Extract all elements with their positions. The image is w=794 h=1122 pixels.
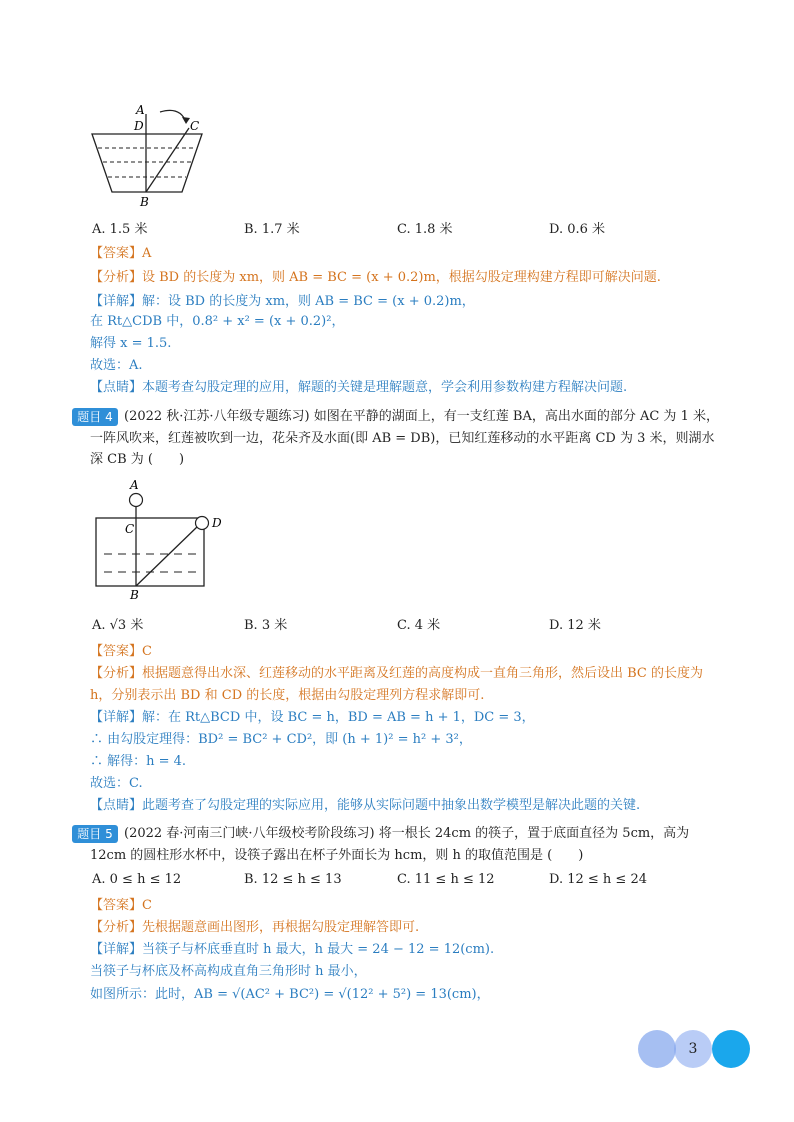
option-b: B. 1.7 米 xyxy=(244,222,300,237)
answer: 【答案】A xyxy=(90,246,152,261)
label-B: B xyxy=(140,195,149,208)
option-a: A. √3 米 xyxy=(92,618,144,633)
question-5-text-1: (2022 春·河南三门峡·八年级校考阶段练习) 将一根长 24cm 的筷子，置于底面直径为 5cm，高为 xyxy=(124,826,690,841)
answer: 【答案】C xyxy=(90,898,152,913)
question-4-text-3: 深 CB 为 ( ) xyxy=(90,452,185,467)
page-decoration-circle xyxy=(638,1030,676,1068)
analysis-2: h，分别表示出 BD 和 CD 的长度，根据由勾股定理列方程求解即可. xyxy=(90,688,485,703)
page-decoration-circle xyxy=(712,1030,750,1068)
analysis: 【分析】设 BD 的长度为 xm，则 AB = BC = (x + 0.2)m，根据勾股定理构建方程即可解决问题. xyxy=(90,270,661,285)
detail-line-4: 故选：A. xyxy=(90,358,143,373)
label-A: A xyxy=(136,103,145,117)
question-5-text-2: 12cm 的圆柱形水杯中，设筷子露出在杯子外面长为 hcm，则 h 的取值范围是 ( ) xyxy=(90,848,584,863)
option-a: A. 0 ≤ h ≤ 12 xyxy=(92,872,182,887)
question-4-text-1: (2022 秋·江苏·八年级专题练习) 如图在平静的湖面上，有一支红莲 BA，高出水面的部分 AC 为 1 米， xyxy=(124,409,719,424)
question-4-text-2: 一阵风吹来，红莲被吹到一边，花朵齐及水面(即 AB = DB)，已知红莲移动的水平距离 CD 为 3 米，则湖水 xyxy=(90,431,715,446)
detail-line-4: 故选：C. xyxy=(90,776,143,791)
option-c: C. 4 米 xyxy=(397,618,441,633)
answer: 【答案】C xyxy=(90,644,152,659)
comment: 【点睛】此题考查了勾股定理的实际应用，能够从实际问题中抽象出数学模型是解决此题的关键. xyxy=(90,798,641,813)
detail-line-2: 在 Rt△CDB 中，0.8² + x² = (x + 0.2)²， xyxy=(90,314,345,329)
comment: 【点睛】本题考查勾股定理的应用，解题的关键是理解题意，学会利用参数构建方程解决问题. xyxy=(90,380,628,395)
option-d: D. 12 米 xyxy=(549,618,601,633)
option-d: D. 12 ≤ h ≤ 24 xyxy=(549,872,647,887)
trapezoid-figure xyxy=(84,100,214,208)
detail-line-1: 【详解】解：在 Rt△BCD 中，设 BC = h，BD = AB = h + 1，DC = 3， xyxy=(90,710,535,725)
analysis: 【分析】先根据题意画出图形，再根据勾股定理解答即可. xyxy=(90,920,420,935)
option-c: C. 11 ≤ h ≤ 12 xyxy=(397,872,495,887)
detail-line-3: 解得 x = 1.5. xyxy=(90,336,172,351)
detail-line-1: 【详解】当筷子与杯底垂直时 h 最大，h 最大 = 24 − 12 = 12(cm). xyxy=(90,942,495,957)
label-A: A xyxy=(130,478,139,492)
option-b: B. 12 ≤ h ≤ 13 xyxy=(244,872,342,887)
detail-line-3: 如图所示：此时，AB = √(AC² + BC²) = √(12² + 5²) = 13(cm)， xyxy=(90,987,490,1002)
option-d: D. 0.6 米 xyxy=(549,222,606,237)
option-c: C. 1.8 米 xyxy=(397,222,453,237)
label-B: B xyxy=(130,588,139,602)
question-tag-4: 题目 4 xyxy=(72,408,118,426)
label-D: D xyxy=(134,119,144,133)
option-a: A. 1.5 米 xyxy=(92,222,148,237)
page-number: 3 xyxy=(688,1041,698,1057)
label-C: C xyxy=(190,119,200,133)
option-b: B. 3 米 xyxy=(244,618,288,633)
analysis-1: 【分析】根据题意得出水深、红莲移动的水平距离及红莲的高度构成一直角三角形，然后设出 BC 的长度为 xyxy=(90,666,704,681)
detail-line-1: 【详解】解：设 BD 的长度为 xm，则 AB = BC = (x + 0.2)m， xyxy=(90,294,475,309)
detail-line-2: ∴ 由勾股定理得：BD² = BC² + CD²，即 (h + 1)² = h² + 3²， xyxy=(90,732,472,747)
detail-line-2: 当筷子与杯底及杯高构成直角三角形时 h 最小， xyxy=(90,964,367,979)
label-C: C xyxy=(125,522,135,536)
label-D: D xyxy=(212,516,222,530)
detail-line-3: ∴ 解得：h = 4. xyxy=(90,754,187,769)
question-tag-5: 题目 5 xyxy=(72,825,118,843)
lotus-figure xyxy=(92,476,232,602)
